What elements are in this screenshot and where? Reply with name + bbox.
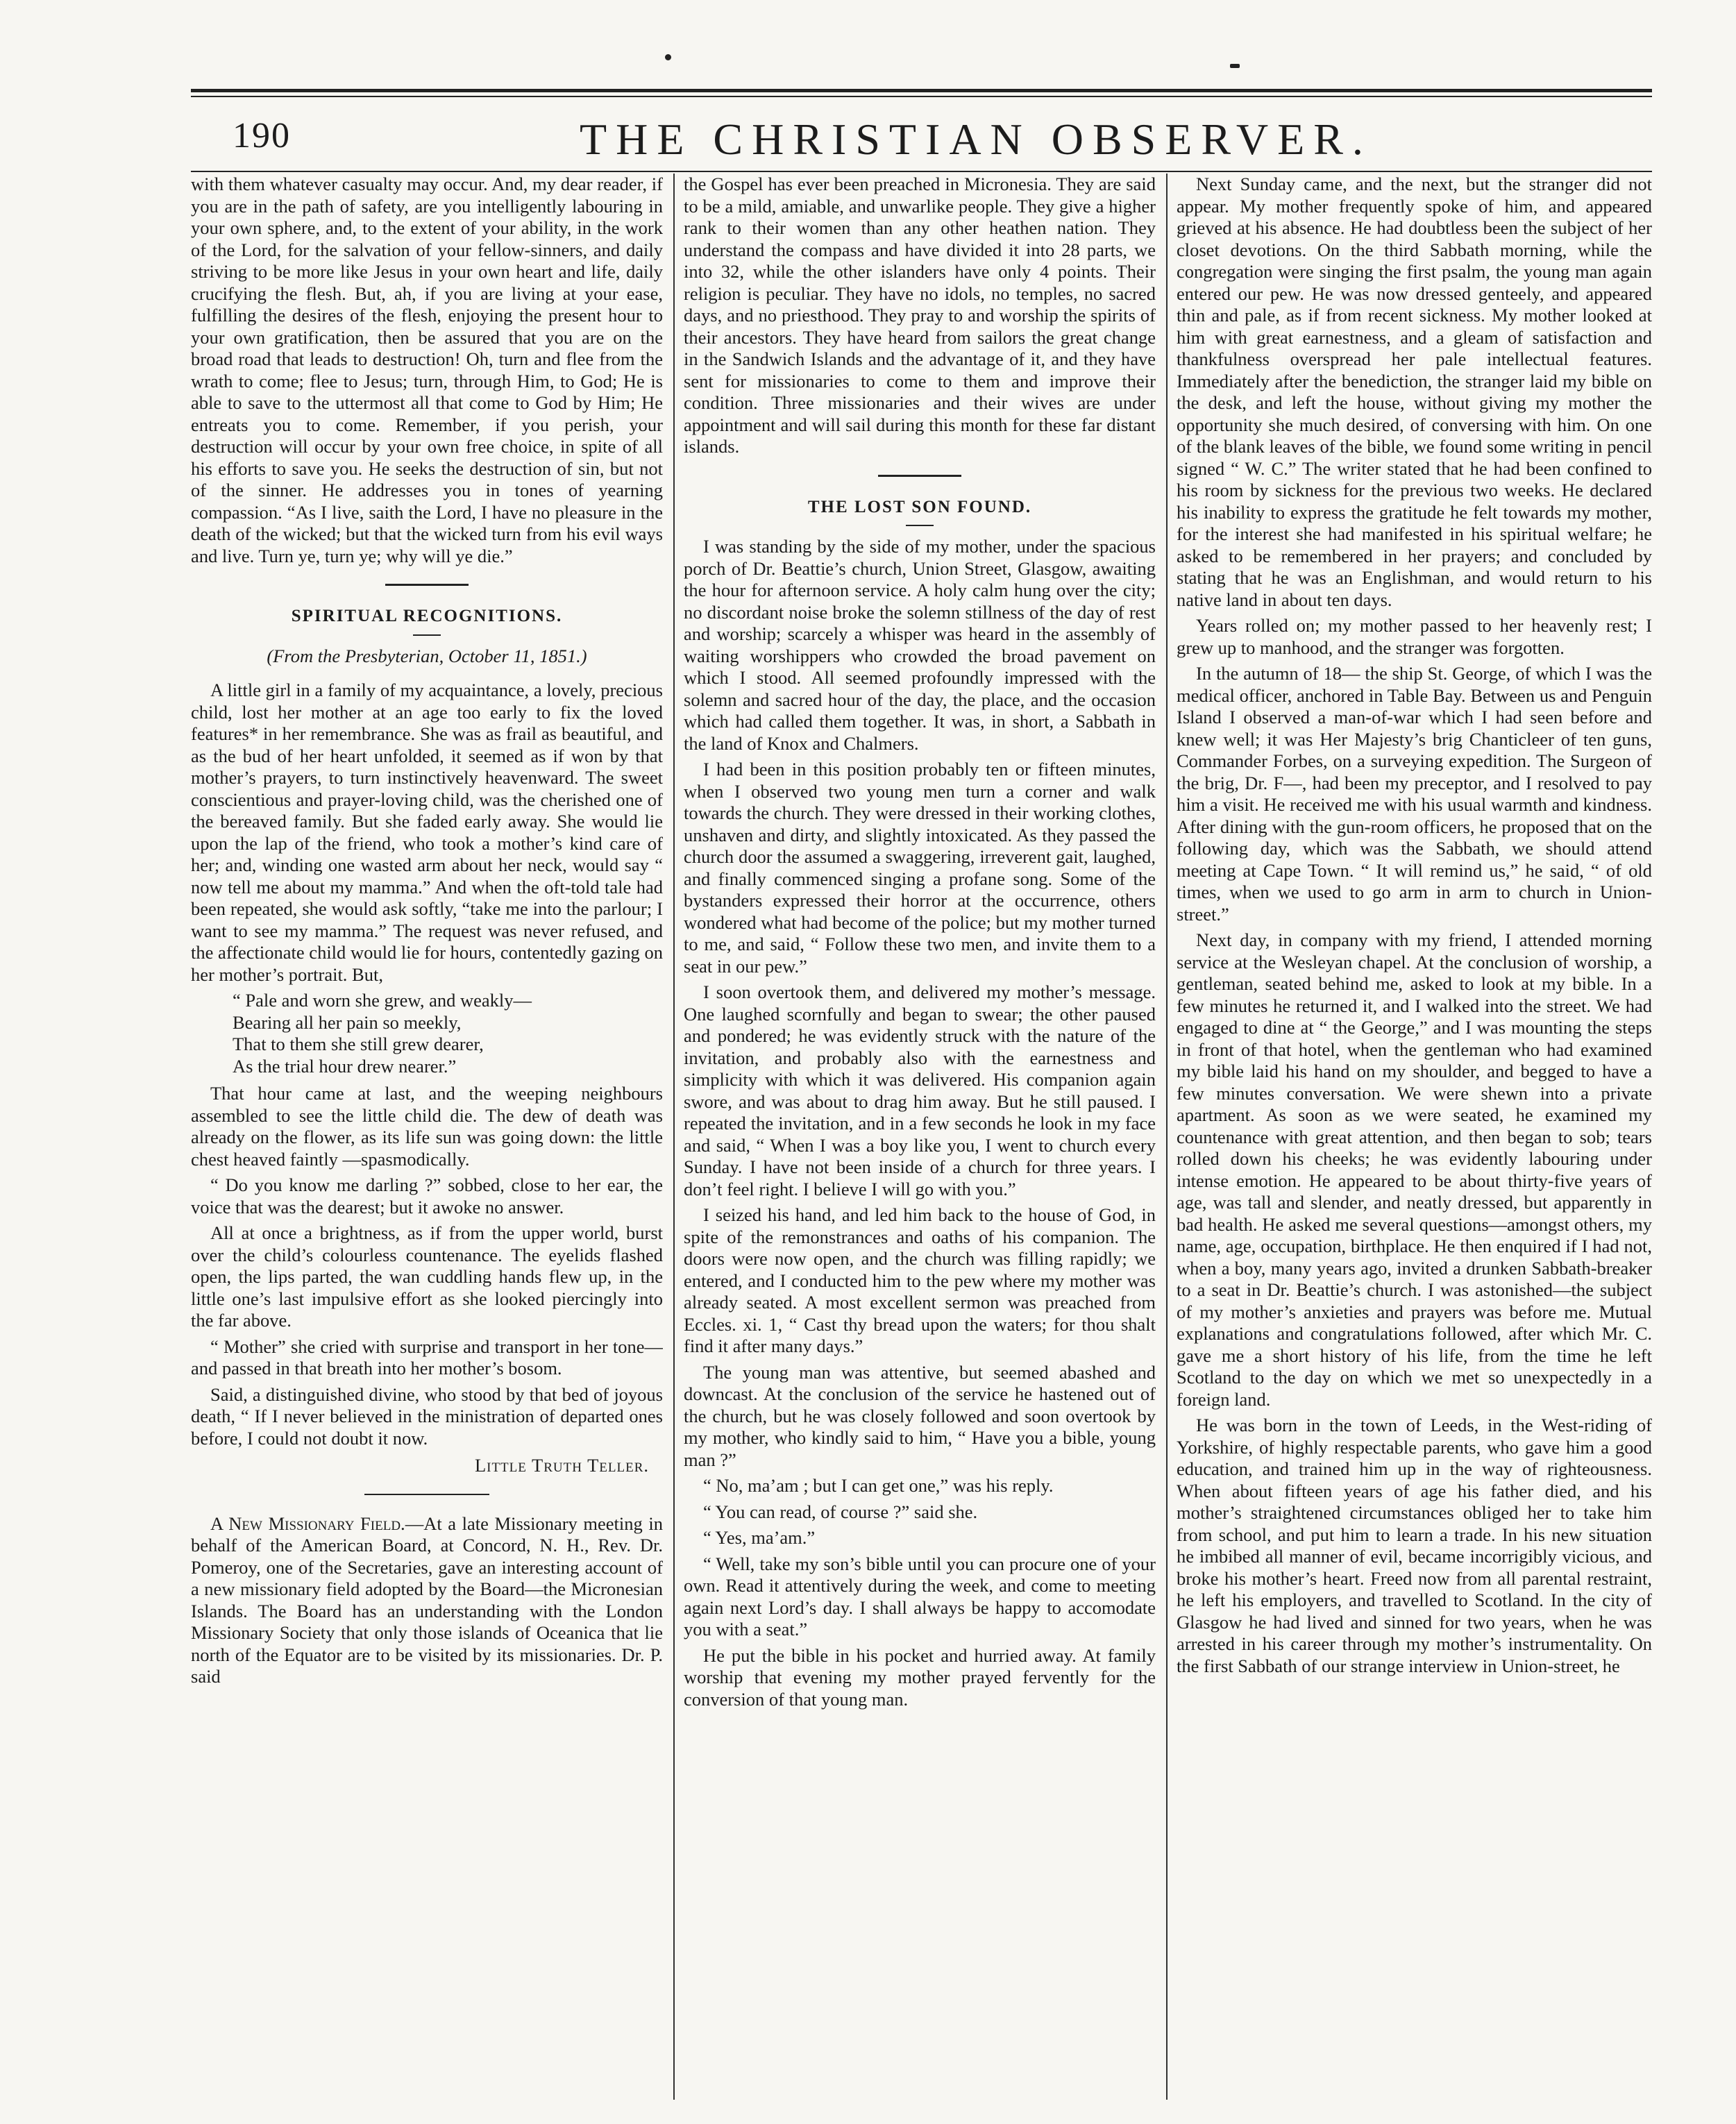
continued-paragraph: with them whatever casualty may occur. And, my dear reader, if you are in the path of safety, are you intelligently labouring in your own sphere, and, to the extent of your ability, in the work of the Lord, for the salvation of your fellow-sinners, and daily striving to be more like Jesus in your own heart and life, daily crucifying the flesh. But, ah, if you are living at your ease, fulfilling the desires of the flesh, enjoying the present hour to your own gratification, then be assured that you are on the broad road that leads to destruction! Oh, turn and flee from the wrath to come; flee to Jesus; turn, through Him, to God; He is able to save to the uttermost all that come to God by Him; He entreats you to come. Remember, if you perish, your destruction will occur by your own free choice, in spite of all his efforts to save you. He seeks the destruction of sin, but not of the sinner. He addresses you in tones of yearning compassion. “As I live, saith the Lord, I have no pleasure in the death of the wicked; but that the wicked turn from his evil ways and live. Turn ye, turn ye; why will ye die.” <box>191 174 663 566</box>
paragraph: “ Well, take my son’s bible until you can procure one of your own. Read it attentively during the week, and come to meeting again next Lord’s day. I shall always be happy to accomodate you with a seat.” <box>684 1553 1156 1640</box>
heading-rule <box>906 525 934 526</box>
column-divider <box>673 174 675 2100</box>
paragraph: “ No, ma’am ; but I can get one,” was his reply. <box>703 1475 1054 1496</box>
paragraph: I seized his hand, and led him back to the house of God, in spite of the remonstrances and oaths of his companion. The doors were now open, and the church was filling rapidly; we entered, and I conducted him to the pew where my mother was already seated. A most excellent sermon was preached from Eccles. xi. 1, “ Cast thy bread upon the waters; for thou shalt find it after many days.” <box>684 1204 1156 1356</box>
article-separator <box>364 1494 489 1495</box>
paragraph: I was standing by the side of my mother, under the spacious porch of Dr. Beattie’s church, Union Street, Glasgow, awaiting the hour for afternoon service. A holy calm hung over the city; no discordant noise broke the solemn stillness of the day of rest and worship; scarcely a whisper was heard in the assembly of waiting worshippers who crowded the broad pavement on which I stood. All seemed profoundly impressed with the solemn and sacred hour of the day, the place, and the occasion which had called them together. It was, in short, a Sabbath in the land of Knox and Chalmers. <box>684 536 1156 754</box>
section-rule <box>385 584 469 586</box>
paragraph: The young man was attentive, but seemed abashed and downcast. At the conclusion of the service he hastened out of the church, but he was closely followed and soon overtook by my mother, who kindly said to him, “ Have you a bible, young man ?” <box>684 1361 1156 1470</box>
poem-line: Bearing all her pain so meekly, <box>233 1011 462 1033</box>
paragraph: Years rolled on; my mother passed to her heavenly rest; I grew up to manhood, and the stranger was forgotten. <box>1177 615 1652 658</box>
poem <box>233 990 663 1077</box>
article-source: (From the Presbyterian, October 11, 1851.) <box>267 645 587 666</box>
article-heading: THE LOST SON FOUND. <box>807 497 1032 516</box>
missionary-lead: A New Missionary Field. <box>210 1512 405 1534</box>
paragraph: I soon overtook them, and delivered my mother’s message. One laughed scornfully and began to swear; the other paused and pondered; he was evidently struck with the nature of the invitation, and probably also with the earnestness and simplicity with which it was delivered. His companion again swore, and was about to drag him away. But he still paused. I repeated the invitation, and in a few seconds he look in my face and said, “ When I was a boy like you, I went to church every Sunday. I have not been inside of a church for three years. I don’t feel right. I believe I will go with you.” <box>684 981 1156 1199</box>
paragraph: He put the bible in his pocket and hurried away. At family worship that evening my mother prayed fervently for the conversion of that young man. <box>684 1644 1156 1710</box>
column-right <box>1177 174 1652 2100</box>
column-left <box>191 174 663 2100</box>
paragraph: “ Mother” she cried with surprise and transport in her tone—and passed in that breath into her mother’s bosom. <box>191 1335 663 1379</box>
paragraph: Said, a distinguished divine, who stood by that bed of joyous death, “ If I never believed in the ministration of departed ones before, I could not doubt it now. <box>191 1383 663 1449</box>
paragraph: In the autumn of 18— the ship St. George, of which I was the medical officer, anchored in Table Bay. Between us and Penguin Island I observed a man-of-war which I had seen before and knew well; it was Her Majesty’s brig Chanticleer of ten guns, Commander Forbes, on a surveying expedition. The Surgeon of the brig, Dr. F—, had been my preceptor, and I resolved to pay him a visit. He received me with his usual warmth and kindness. After dining with the gun-room officers, he proposed that on the following day, which was the Sabbath, we should attend meeting at Cape Town. “ It will remind us,” he said, “ of old times, when we used to go arm in arm to church in Union-street.” <box>1177 663 1652 925</box>
article-signature: Little Truth Teller. <box>474 1455 649 1476</box>
missionary-body: —At a late Missionary meeting in behalf of the American Board, at Concord, N. H., Rev. Dr. Pomeroy, one of the Secretaries, gave an interesting account of a new missionary field adopted by the Board—the Micronesian Islands. The Board has an understanding with the London Missionary Society that only those islands of Oceanica that lie north of the Equator are to be visited by its missionaries. Dr. P. said <box>191 1512 663 1687</box>
paragraph: Next Sunday came, and the next, but the stranger did not appear. My mother frequently spoke of him, and appeared grieved at his absence. He had doubtless been the subject of her closet devotions. On the third Sabbath morning, while the congregation were singing the first psalm, the young man again entered our pew. He was now dressed genteely, and appeared thin and pale, as if from recent sickness. My mother looked at him with great earnestness, and a gleam of satisfaction and thankfulness overspread her pale intellectual features. Immediately after the benediction, the stranger laid my bible on the desk, and left the house, without giving my mother the opportunity she much desired, of conversing with him. On one of the blank leaves of the bible, we found some writing in pencil signed “ W. C.” The writer stated that he had been confined to his room by sickness for the previous two weeks. He declared his inability to express the gratitude he felt towards my mother, for the interest she had manifested in his spiritual welfare; he asked to be remembered in her prayers; and concluded by stating that he was an Englishman, and would return to his native land in about ten days. <box>1177 174 1652 610</box>
paragraph: A little girl in a family of my acquaintance, a lovely, precious child, lost her mother at an age too early to fix the loved features* in her remembrance. She was as frail as beautiful, and as the bud of her heart unfolded, it seemed as if won by that mother’s prayers, to turn instinctively heavenward. The sweet conscientious and prayer-loving child, was the cherished one of the bereaved family. But she faded early away. She would lie upon the lap of the friend, who took a mother’s kind care of her; and, winding one wasted arm about her neck, would say “ now tell me about my mamma.” And when the oft-told tale had been repeated, she would ask softly, “take me into the parlour; I want to see my mamma.” The request was never refused, and the affectionate child would lie for hours, contentedly gazing on her mother’s portrait. But, <box>191 680 663 985</box>
column-divider <box>1166 174 1168 2100</box>
paragraph: Next day, in company with my friend, I attended morning service at the Wesleyan chapel. At the conclusion of worship, a gentleman, seated behind me, asked to look at my bible. In a few minutes he returned it, and I walked into the street. We had engaged to dine at “ the George,” and I was mounting the steps in front of that hotel, when the gentleman who had examined my bible laid his hand on my shoulder, and begged to have a few minutes conversation. We were shewn into a private apartment. As soon as we were seated, he examined my countenance with great attention, and then began to sob; tears rolled down his cheeks; he was evidently labouring under intense emotion. He appeared to be about thirty-five years of age, was tall and slender, and neatly dressed, but apparently in bad health. He asked me several questions—amongst others, my name, age, occupation, birthplace. He then enquired if I had not, when a boy, many years ago, invited a drunken Sabbath-breaker to a seat in Dr. Beattie’s church. I was astonished—the subject of my mother’s anxieties and prayers was before me. Mutual explanations and congratulations followed, after which Mr. C. gave me a short history of his life, from the time he left Scotland to the day on which we met so unexpectedly in a foreign land. <box>1177 929 1652 1410</box>
paragraph: “ Do you know me darling ?” sobbed, close to her ear, the voice that was the dearest; but it awoke no answer. <box>191 1174 663 1217</box>
article-heading: SPIRITUAL RECOGNITIONS. <box>291 607 563 625</box>
paragraph: He was born in the town of Leeds, in the West-riding of Yorkshire, of highly respectable parents, who gave him a good education, and trained him up in the way of righteousness. When about fifteen years of age his father died, and his mother’s straightened circumstances obliged her to take him from school, and put him to learn a trade. In his new situation he imbibed all manner of evil, became incorrigibly vicious, and broke his mother’s heart. Freed now from all parental restraint, he left his employers, and travelled to Scotland. In the city of Glasgow he had lived and sinned for two years, when he was arrested in his career through my mother’s instrumentality. On the first Sabbath of our strange interview in Union-street, he <box>1177 1415 1652 1676</box>
header-rule-thin <box>191 96 1652 97</box>
section-rule <box>878 475 961 477</box>
page-header <box>191 111 1652 174</box>
header-rule-thick <box>191 89 1652 92</box>
paragraph: I had been in this position probably ten or fifteen minutes, when I observed two young men turn a corner and walk towards the church. They were dressed in their working clothes, unshaven and dirty, and slightly intoxicated. As they passed the church door the assumed a swaggering, irreverent gait, laughed, and finally commenced singing a profane song. Some of the bystanders expressed their horror at the occurrence, others wondered what had become of the police; but my mother turned to me, and said, “ Follow these two men, and invite them to a seat in our pew.” <box>684 759 1156 977</box>
continued-paragraph: the Gospel has ever been preached in Micronesia. They are said to be a mild, amiable, and unwarlike people. They give a higher rank to their women than any other heathen nation. They understand the compass and have divided it into 28 parts, we into 32, while the other islanders have only 4 points. Their religion is peculiar. They have no idols, no temples, no sacred days, and no priesthood. They pray to and worship the spirits of their ancestors. They have heard from sailors the great change in the Sandwich Islands and the advantage of it, and they have sent for missionaries to come to them and improve their condition. Three missionaries and their wives are under appointment and will sail during this month for these far distant islands. <box>684 174 1156 457</box>
paragraph: That hour came at last, and the weeping neighbours assembled to see the little child die. The dew of death was already on the flower, as its life sun was going down: the little chest heaved faintly —spasmodically. <box>191 1083 663 1170</box>
heading-rule <box>413 634 441 636</box>
column-middle <box>684 174 1156 2100</box>
poem-line: “ Pale and worn she grew, and weakly— <box>233 990 532 1011</box>
paragraph: All at once a brightness, as if from the upper world, burst over the child’s colourless countenance. The eyelids flashed open, the lips parted, the wan cuddling hands flew up, in the little one’s last impulsive effort as she looked piercingly into the far above. <box>191 1222 663 1331</box>
poem-line: As the trial hour drew nearer.” <box>233 1055 457 1077</box>
poem-line: That to them she still grew dearer, <box>233 1034 484 1054</box>
print-speck <box>1230 64 1240 68</box>
running-title: THE CHRISTIAN OBSERVER. <box>580 115 1372 164</box>
missionary-paragraph <box>191 1513 663 1688</box>
paragraph: “ You can read, of course ?” said she. <box>703 1501 978 1522</box>
print-speck <box>665 54 671 60</box>
page-number: 190 <box>233 116 291 155</box>
paragraph: “ Yes, ma’am.” <box>703 1527 816 1548</box>
